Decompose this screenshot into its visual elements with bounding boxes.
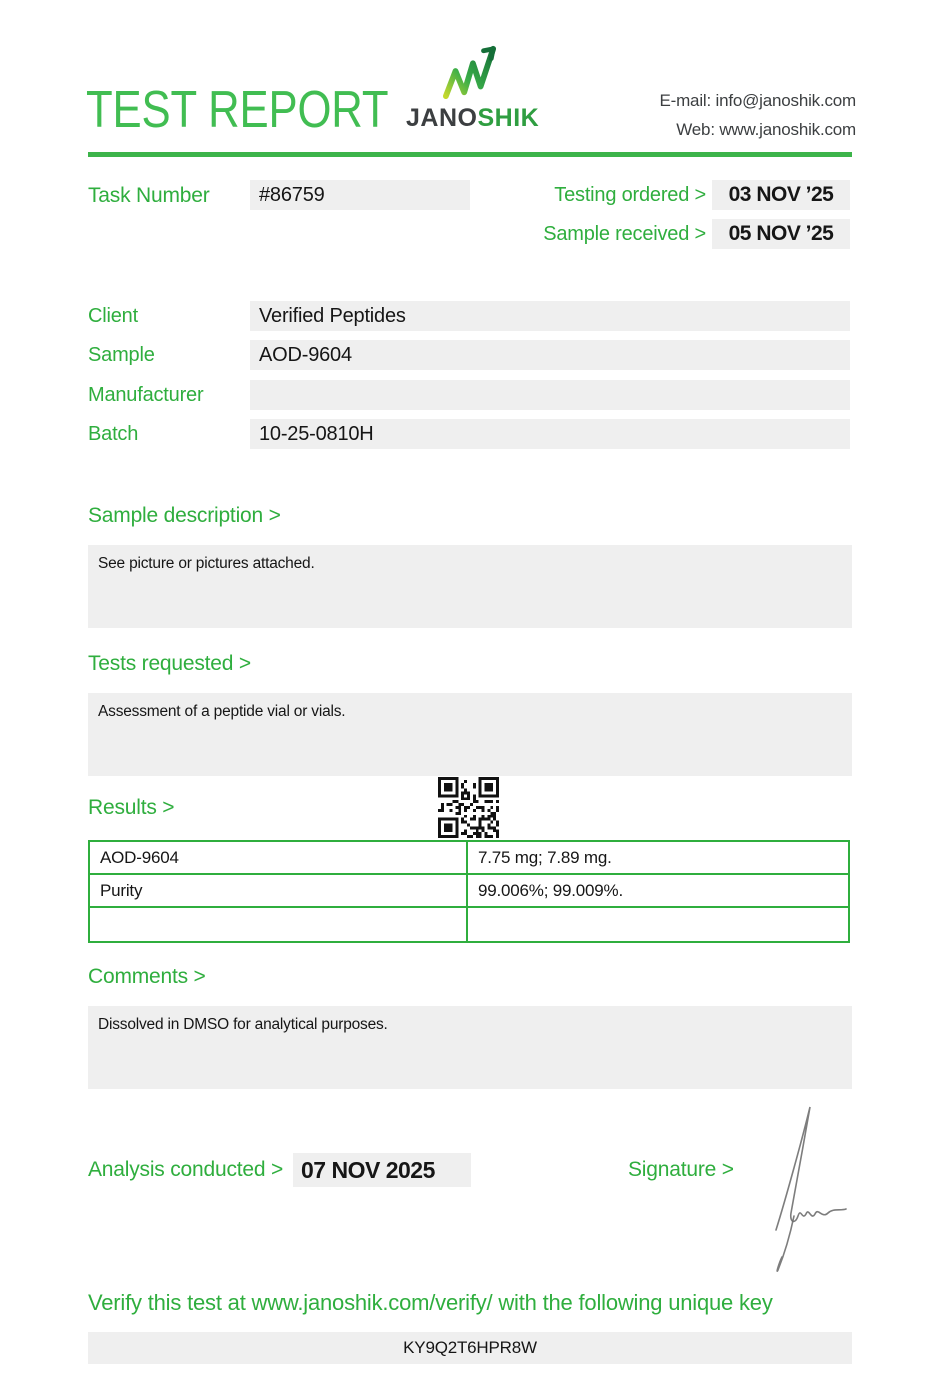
result-analyte: AOD-9604	[90, 842, 468, 873]
contact-email: E-mail: info@janoshik.com	[659, 91, 856, 110]
growth-chart-icon	[439, 44, 501, 100]
task-number-value: #86759	[250, 180, 470, 210]
result-analyte	[90, 908, 468, 941]
contact-web: Web: www.janoshik.com	[676, 120, 856, 139]
sample-label: Sample	[88, 344, 155, 366]
page-title: TEST REPORT	[86, 81, 389, 139]
qr-code	[438, 777, 499, 838]
batch-label: Batch	[88, 423, 139, 445]
result-analyte: Purity	[90, 875, 468, 906]
logo-text-jano: JANO	[406, 104, 478, 132]
header-divider	[88, 152, 852, 157]
verify-key: KY9Q2T6HPR8W	[88, 1332, 852, 1364]
signature-image	[748, 1100, 853, 1278]
results-heading: Results >	[88, 796, 175, 819]
client-label: Client	[88, 305, 138, 327]
manufacturer-label: Manufacturer	[88, 384, 204, 406]
result-value	[468, 908, 848, 941]
results-table	[88, 840, 850, 943]
testing-ordered-date: 03 NOV ’25	[712, 180, 850, 210]
contact-info	[660, 86, 857, 144]
verify-instruction: Verify this test at www.janoshik.com/verify/ with the following unique key	[88, 1290, 773, 1315]
client-value: Verified Peptides	[250, 301, 850, 331]
sample-received-label: Sample received >	[543, 223, 706, 245]
comments-heading: Comments >	[88, 965, 206, 988]
result-value: 7.75 mg; 7.89 mg.	[478, 848, 612, 867]
table-row	[90, 906, 848, 941]
testing-ordered-label: Testing ordered >	[554, 184, 706, 206]
comments-text: Dissolved in DMSO for analytical purposes.	[88, 1006, 852, 1089]
analysis-conducted-date: 07 NOV 2025	[293, 1153, 471, 1187]
sample-received-date: 05 NOV ’25	[712, 219, 850, 249]
signature-label: Signature >	[628, 1158, 734, 1181]
table-row	[90, 842, 848, 873]
task-number-label: Task Number	[88, 184, 210, 207]
sample-description-heading: Sample description >	[88, 504, 281, 527]
logo-text-shik: SHIK	[477, 104, 540, 132]
analysis-conducted-label: Analysis conducted >	[88, 1158, 284, 1181]
tests-requested-text: Assessment of a peptide vial or vials.	[88, 693, 852, 776]
sample-value: AOD-9604	[250, 340, 850, 370]
result-value: 99.006%; 99.009%.	[478, 881, 623, 900]
logo	[406, 44, 540, 133]
batch-value: 10-25-0810H	[250, 419, 850, 449]
tests-requested-heading: Tests requested >	[88, 652, 251, 675]
logo-wordmark	[406, 104, 540, 133]
table-row	[90, 873, 848, 906]
sample-description-text: See picture or pictures attached.	[88, 545, 852, 628]
manufacturer-value	[250, 380, 850, 410]
